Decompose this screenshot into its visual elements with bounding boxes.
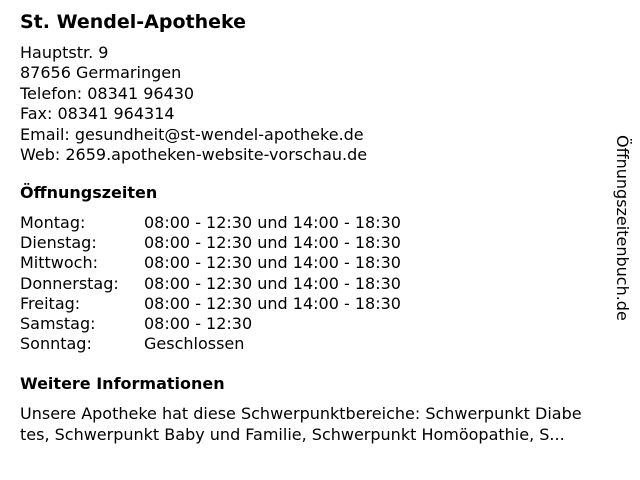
email-line: Email: gesundheit@st-wendel-apotheke.de <box>20 124 364 144</box>
day-label: Freitag: <box>20 293 81 313</box>
time-value: 08:00 - 12:30 und 14:00 - 18:30 <box>144 213 401 232</box>
time-value: 08:00 - 12:30 und 14:00 - 18:30 <box>144 233 401 253</box>
fax-line: Fax: 08341 964314 <box>20 104 175 124</box>
more-info-line: tes, Schwerpunkt Baby und Familie, Schwerpunkt Homöopathie, S... <box>20 425 565 444</box>
phone-line: Telefon: 08341 96430 <box>20 83 195 103</box>
day-label: Donnerstag: <box>20 273 119 293</box>
day-label: Sonntag: <box>20 334 92 354</box>
opening-hours-heading: Öffnungszeiten <box>20 183 158 202</box>
day-label: Dienstag: <box>20 233 97 253</box>
city-line: 87656 Germaringen <box>20 63 182 83</box>
more-info-line: Unsere Apotheke hat diese Schwerpunktbereiche: Schwerpunkt Diabe <box>20 404 582 423</box>
address-block <box>20 43 367 165</box>
street-line: Hauptstr. 9 <box>20 43 109 62</box>
web-line: Web: 2659.apotheken-website-vorschau.de <box>20 144 368 164</box>
time-value: 08:00 - 12:30 und 14:00 - 18:30 <box>144 293 401 313</box>
brand-watermark: Öffnungszeitenbuch.de <box>613 135 632 321</box>
page-title: St. Wendel-Apotheke <box>20 11 247 33</box>
time-value: 08:00 - 12:30 <box>144 313 253 333</box>
more-info-heading: Weitere Informationen <box>20 374 225 393</box>
day-label: Samstag: <box>20 313 96 333</box>
day-label: Mittwoch: <box>20 253 98 273</box>
time-value: Geschlossen <box>144 334 245 354</box>
time-value: 08:00 - 12:30 und 14:00 - 18:30 <box>144 253 401 273</box>
day-label: Montag: <box>20 213 86 232</box>
more-info-text <box>20 403 616 445</box>
time-value: 08:00 - 12:30 und 14:00 - 18:30 <box>144 273 401 293</box>
